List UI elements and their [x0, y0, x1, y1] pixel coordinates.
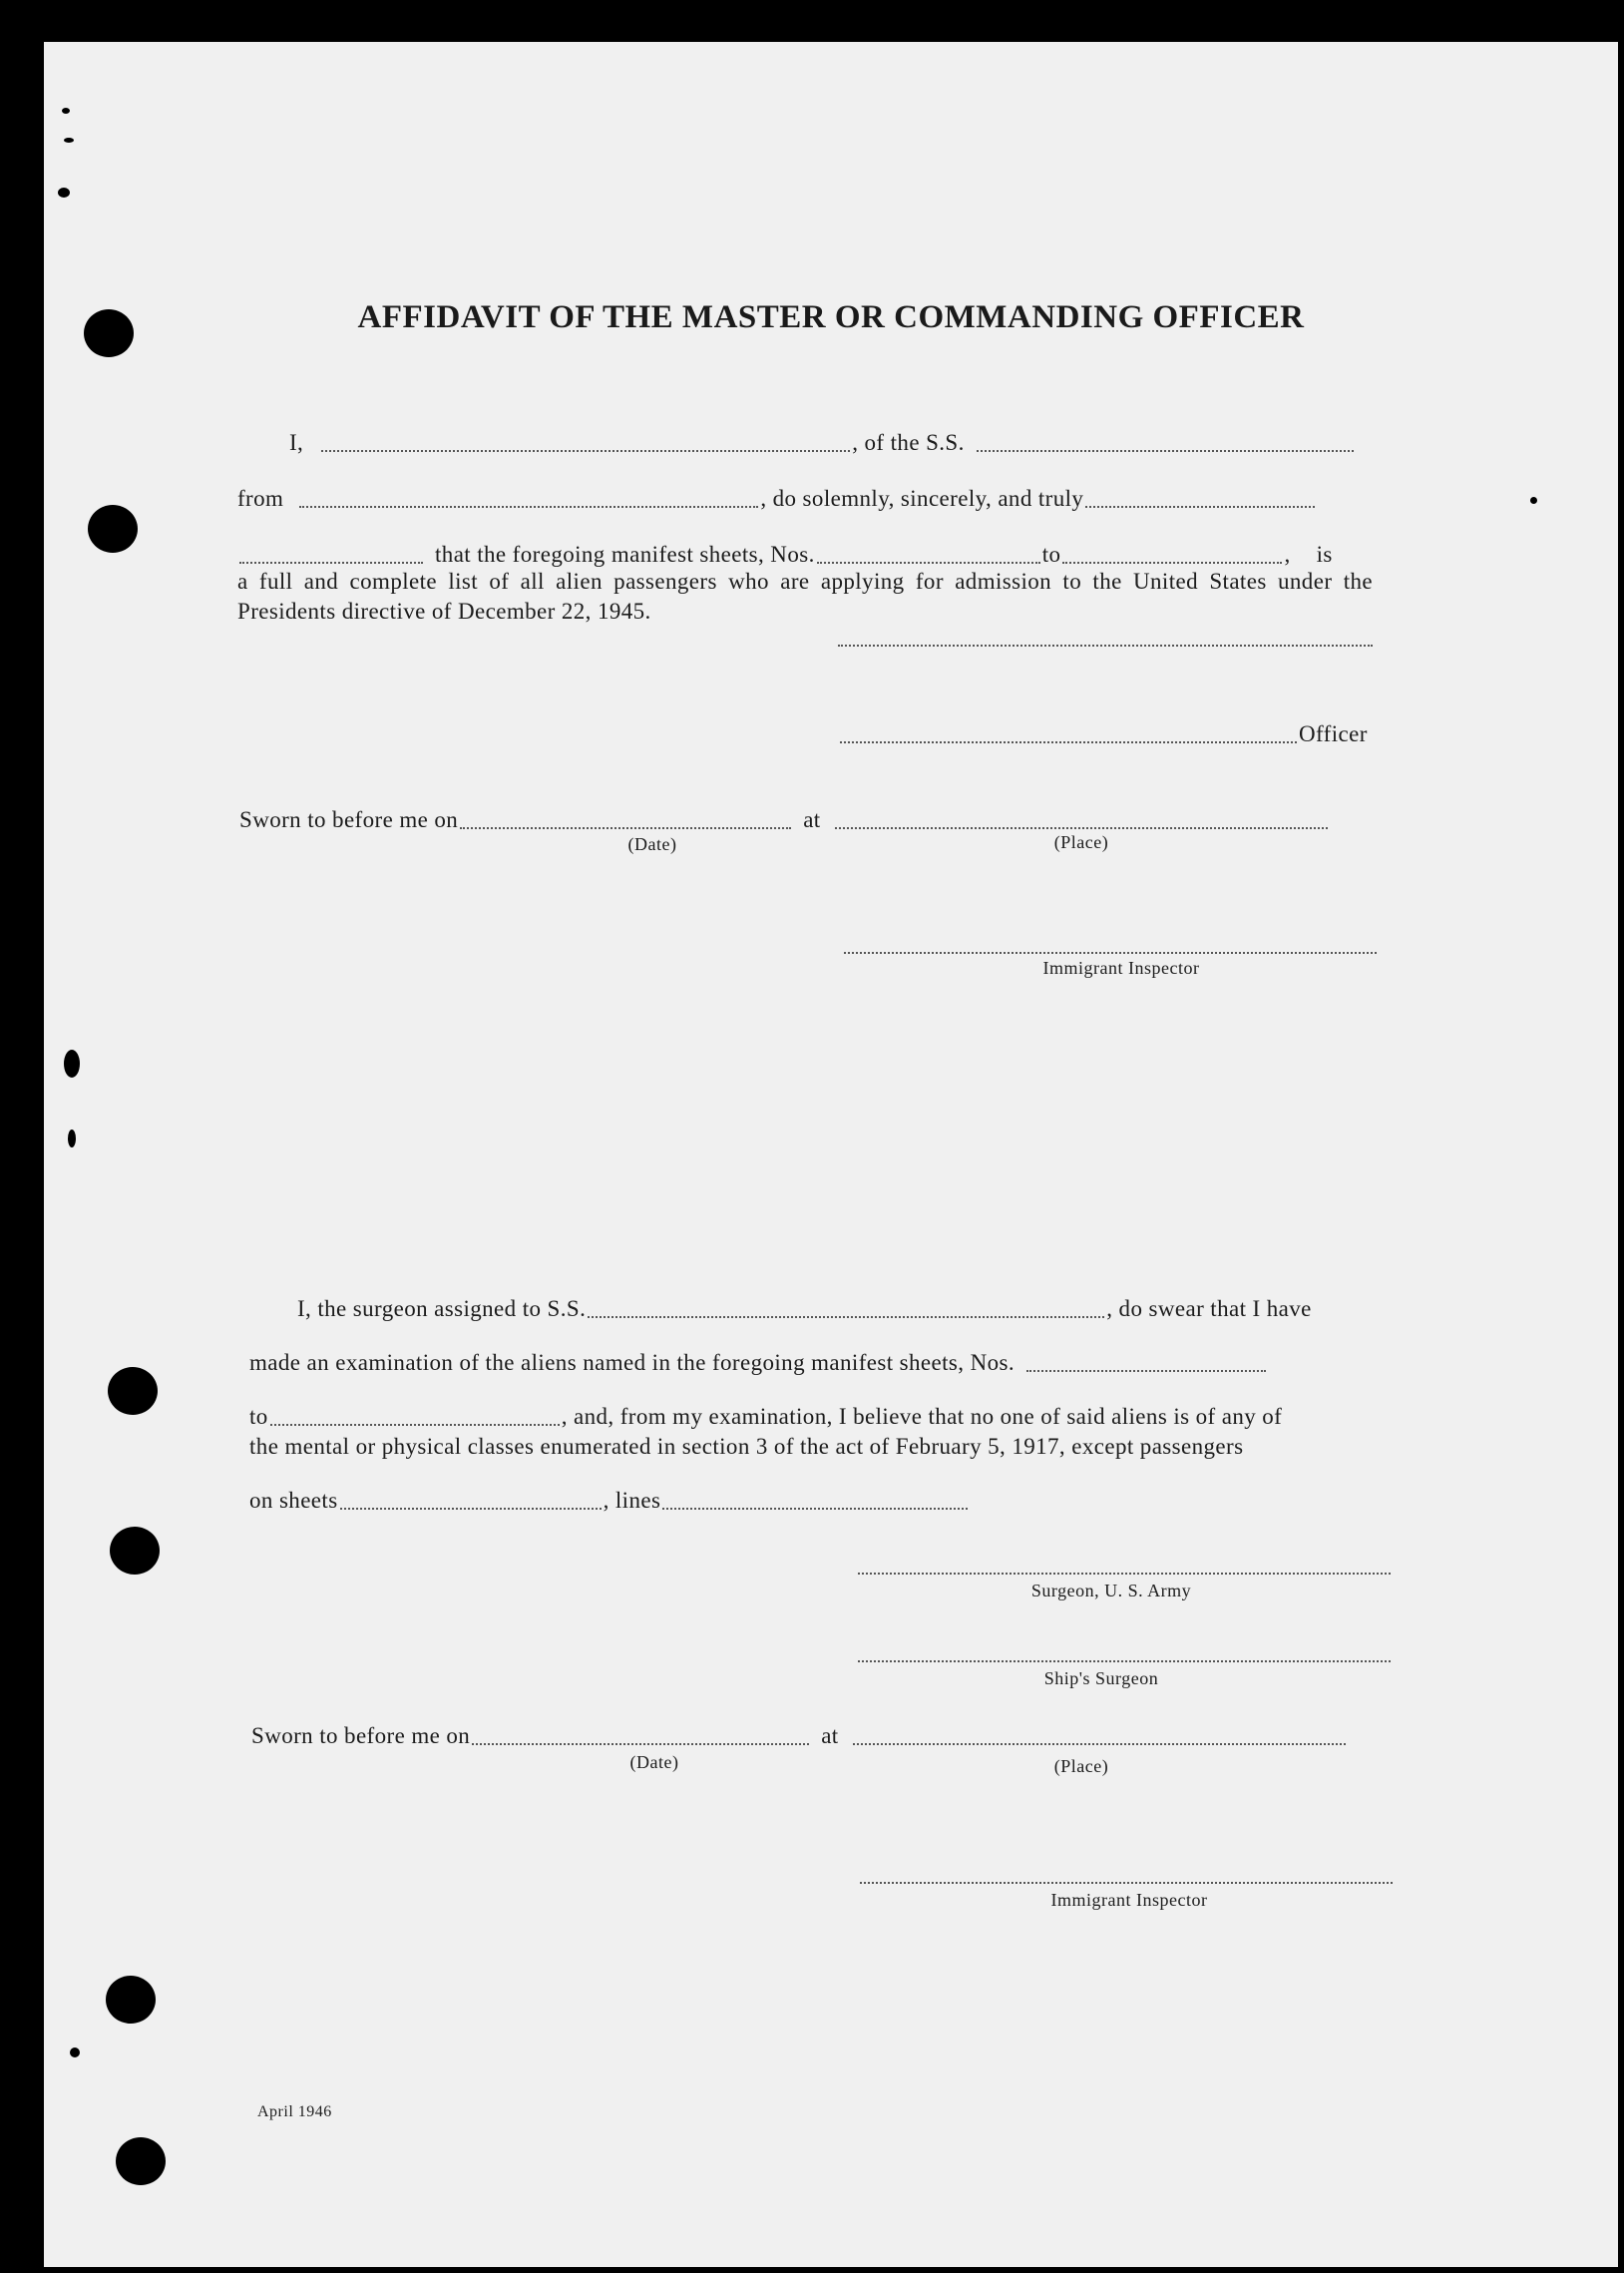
surgeon-sworn-place-field[interactable]: [853, 1743, 1346, 1745]
surgeon-line-1-start: I, the surgeon assigned to S.S.: [297, 1296, 587, 1321]
surgeon-sworn-label: Sworn to before me on: [251, 1723, 471, 1748]
master-inspector-signature-line[interactable]: [844, 952, 1377, 954]
ship-surgeon-caption: Ship's Surgeon: [1043, 1668, 1159, 1688]
surgeon-line-5: [249, 1487, 970, 1515]
master-affirm-field[interactable]: [239, 562, 423, 564]
surgeon-at-label: at: [821, 1723, 839, 1748]
ink-speck: [1530, 497, 1537, 504]
ink-speck: [64, 138, 74, 143]
master-line-2: [237, 485, 1317, 513]
surgeon-inspector-caption: Immigrant Inspector: [1050, 1890, 1208, 1910]
master-from-field[interactable]: [299, 506, 758, 508]
ink-speck: [58, 188, 70, 198]
surgeon-place-caption: (Place): [1053, 1756, 1109, 1776]
master-line-3-comma: ,: [1284, 542, 1291, 567]
surgeon-date-caption: (Date): [629, 1752, 679, 1772]
surgeon-sworn-date-field[interactable]: [472, 1743, 809, 1745]
master-line-1-start: I,: [289, 430, 304, 455]
master-sworn-row: [239, 806, 1330, 834]
master-oath-field[interactable]: [1085, 506, 1315, 508]
army-surgeon-caption: Surgeon, U. S. Army: [1030, 1581, 1192, 1600]
surgeon-line-4: [249, 1433, 1243, 1461]
ink-speck: [70, 2047, 80, 2057]
ink-speck: [64, 1050, 80, 1078]
master-line-2-mid: , do solemnly, sincerely, and truly: [760, 486, 1084, 511]
master-inspector-caption: Immigrant Inspector: [1042, 958, 1200, 978]
officer-signature-line[interactable]: [840, 741, 1297, 743]
ship-surgeon-signature-line[interactable]: [858, 1660, 1391, 1662]
master-statement: a full and complete list of all alien passengers who are applying for admission to the United States under the Presidents directive of December 22, 1945.: [237, 569, 1373, 624]
master-ship-field[interactable]: [977, 450, 1354, 452]
surgeon-nos-from-field[interactable]: [1026, 1370, 1266, 1372]
punch-hole: [110, 1527, 160, 1575]
surgeon-line-1-end: , do swear that I have: [1106, 1296, 1312, 1321]
master-line-3-mid: that the foregoing manifest sheets, Nos.: [435, 542, 815, 567]
surgeon-line-3: [249, 1403, 1282, 1431]
master-at-label: at: [803, 807, 821, 832]
surgeon-line-5-lines: , lines: [603, 1488, 661, 1513]
master-sworn-label: Sworn to before me on: [239, 807, 459, 832]
punch-hole: [108, 1367, 158, 1415]
master-nos-from-field[interactable]: [817, 562, 1040, 564]
master-sworn-place-field[interactable]: [835, 827, 1328, 829]
surgeon-ship-field[interactable]: [588, 1316, 1104, 1318]
ink-speck: [62, 108, 70, 114]
punch-hole: [88, 505, 138, 553]
master-line-1-mid: , of the S.S.: [852, 430, 965, 455]
surgeon-line-3-end: , and, from my examination, I believe that no one of said aliens is of any of: [561, 1404, 1283, 1429]
army-surgeon-signature-line[interactable]: [858, 1573, 1391, 1575]
master-line-3-to: to: [1041, 542, 1061, 567]
form-date: April 1946: [257, 2103, 332, 2120]
surgeon-line-2-text: made an examination of the aliens named in the foregoing manifest sheets, Nos.: [249, 1350, 1015, 1375]
master-line-1: [289, 429, 1356, 457]
surgeon-line-5-start: on sheets: [249, 1488, 338, 1513]
ink-speck: [68, 1130, 76, 1147]
punch-hole: [106, 1976, 156, 2024]
master-line-2-start: from: [237, 486, 284, 511]
surgeon-nos-to-field[interactable]: [270, 1424, 560, 1426]
surgeon-sworn-row: [251, 1722, 1348, 1750]
surgeon-sheets-field[interactable]: [340, 1508, 602, 1510]
officer-label: Officer: [1299, 721, 1368, 746]
master-signature-line[interactable]: [838, 645, 1373, 647]
master-nos-to-field[interactable]: [1062, 562, 1282, 564]
surgeon-line-4-text: the mental or physical classes enumerated in section 3 of the act of February 5, 1917, except passengers: [249, 1434, 1244, 1459]
punch-hole: [116, 2137, 166, 2185]
master-place-caption: (Place): [1053, 832, 1109, 852]
surgeon-line-1: [297, 1295, 1312, 1323]
surgeon-line-3-start: to: [249, 1404, 268, 1429]
master-line-3: [237, 541, 1333, 569]
master-name-field[interactable]: [321, 450, 850, 452]
master-sworn-date-field[interactable]: [460, 827, 791, 829]
surgeon-inspector-signature-line[interactable]: [860, 1882, 1393, 1884]
surgeon-line-2: [249, 1349, 1268, 1377]
document-page: [44, 42, 1618, 2267]
master-date-caption: (Date): [627, 834, 677, 854]
master-line-3-is: is: [1316, 542, 1333, 567]
page-title: AFFIDAVIT OF THE MASTER OR COMMANDING OFFICER: [357, 299, 1305, 335]
officer-signature-row: [838, 720, 1368, 748]
surgeon-lines-field[interactable]: [662, 1508, 968, 1510]
